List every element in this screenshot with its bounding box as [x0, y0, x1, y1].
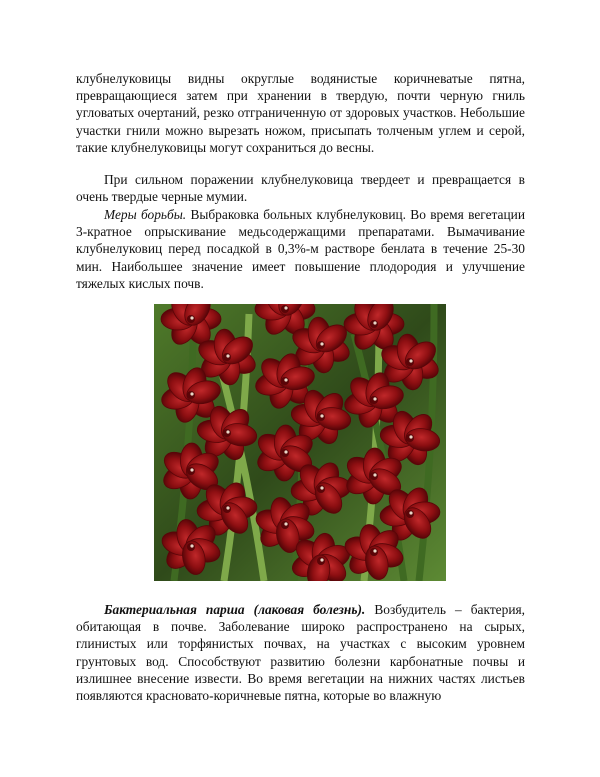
paragraph-bacterial-scab — [76, 601, 525, 704]
paragraph-tuber-rot: клубнелуковицы видны округлые водянистые коричневатые пятна, превращающиеся затем при хранении в твердую, почти черную гниль угловатых очертаний, резко отграниченную от здоровых участков. Небольшие участки гнили можно вырезать ножом, присыпать толченым углем и серой, такие клубнелуковицы могут сохраниться до весны. — [76, 71, 525, 155]
gladiolus-illustration — [154, 304, 446, 581]
control-measures-heading: Меры борьбы. — [104, 207, 187, 222]
control-measures-body: Выбраковка больных клубнелуковиц. Во время вегетации 3-кратное опрыскивание медьсодержащими препаратами. Вымачивание клубнелуковиц перед посадкой в 0,3%-м растворе бенлата в течение 25-30 мин. Наибольшее значение имеет повышение плодородия и улучшение тяжелых кислых почв. — [76, 207, 525, 291]
gladiolus-photo — [154, 304, 446, 581]
paragraph-mummies: При сильном поражении клубнелуковица твердеет и превращается в очень твердые черные мумии. — [76, 172, 525, 205]
paragraph-control-measures — [76, 206, 525, 292]
bacterial-scab-body: Возбудитель – бактерия, обитающая в почве. Заболевание широко распространено на сырых, глинистых или торфянистых почвах, на участках с высоким уровнем грунтовых вод. Способствуют развитию болезни карбонатные почвы и излишнее внесение извести. Во время вегетации на нижних частях листьев появляются красновато-коричневые пятна, которые во влажную — [76, 602, 525, 704]
bacterial-scab-heading: Бактериальная парша (лаковая болезнь). — [104, 602, 366, 617]
